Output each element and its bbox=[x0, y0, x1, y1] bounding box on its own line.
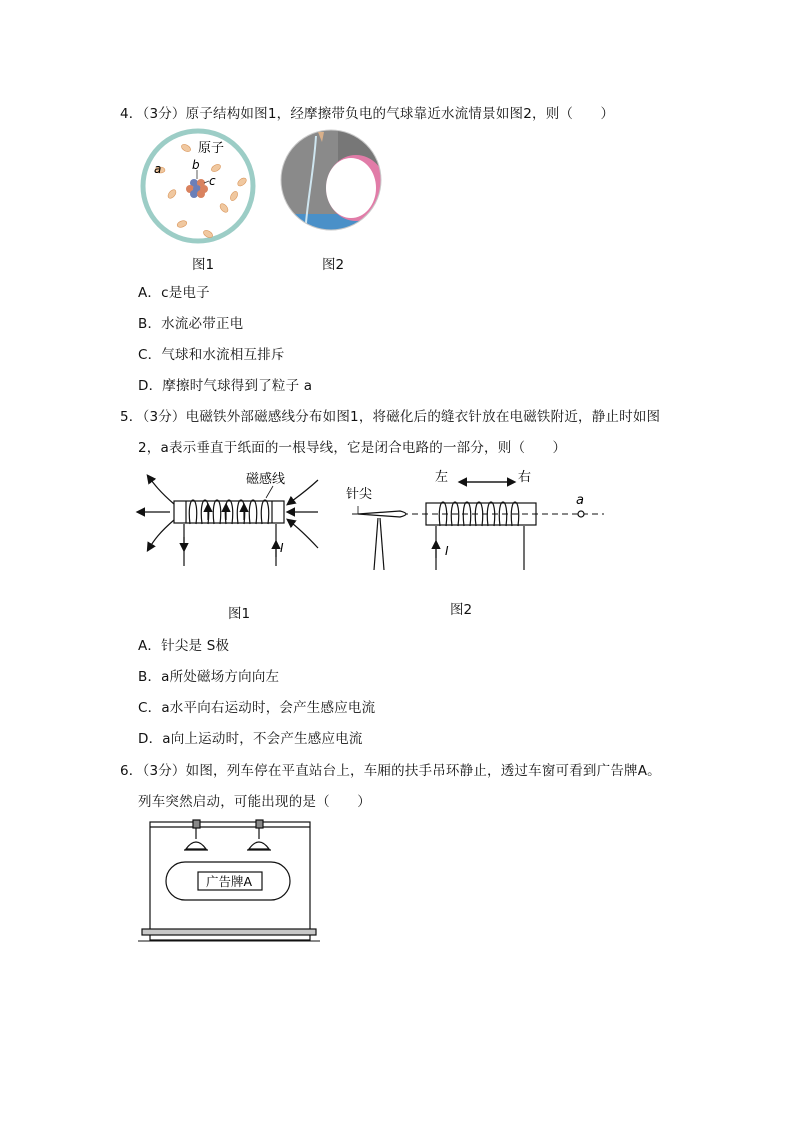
atom-label: 原子 bbox=[198, 141, 225, 156]
label-c: c bbox=[209, 174, 216, 188]
q4-fig2-caption: 图2 bbox=[322, 257, 345, 273]
q6-stem-line2: 列车突然启动，可能出现的是（ ） bbox=[138, 794, 371, 810]
q5-figures bbox=[130, 462, 610, 582]
q4-figures bbox=[138, 128, 388, 248]
fig2-current-label: I bbox=[445, 544, 449, 558]
label-a: a bbox=[154, 162, 162, 176]
q4-option-b[interactable]: B．水流必带正电 bbox=[138, 316, 244, 332]
q5-option-b[interactable]: B．a所处磁场方向向左 bbox=[138, 669, 280, 685]
q4-stem: 4．（3分）原子结构如图1，经摩擦带负电的气球靠近水流情景如图2，则（ ） bbox=[120, 106, 615, 122]
q6-figure bbox=[138, 815, 323, 955]
right-label: 右 bbox=[518, 470, 532, 485]
q4-option-a[interactable]: A．c是电子 bbox=[138, 285, 210, 301]
q5-fig2-caption: 图2 bbox=[450, 602, 473, 618]
electromagnet-diagram bbox=[138, 476, 318, 566]
label-b: b bbox=[192, 158, 200, 172]
balloon-photo bbox=[278, 128, 388, 238]
q6-stem-line1: 6．（3分）如图，列车停在平直站台上，车厢的扶手吊环静止，透过车窗可看到广告牌A。 bbox=[120, 763, 661, 779]
atom-diagram bbox=[143, 131, 253, 241]
billboard-label: 广告牌A bbox=[206, 874, 253, 889]
needle-coil-diagram bbox=[352, 482, 604, 570]
needle-tip-label: 针尖 bbox=[346, 487, 373, 502]
fig1-current-label: I bbox=[280, 541, 284, 555]
q5-stem-line1: 5．（3分）电磁铁外部磁感线分布如图1，将磁化后的缝衣针放在电磁铁附近，静止时如图 bbox=[120, 409, 661, 425]
wire-a-label: a bbox=[576, 493, 584, 508]
q5-option-c[interactable]: C．a水平向右运动时，会产生感应电流 bbox=[138, 700, 376, 716]
left-label: 左 bbox=[435, 470, 449, 485]
q5-option-a[interactable]: A．针尖是 S极 bbox=[138, 638, 230, 654]
q4-option-c[interactable]: C．气球和水流相互排斥 bbox=[138, 347, 285, 363]
q5-option-d[interactable]: D．a向上运动时，不会产生感应电流 bbox=[138, 731, 363, 747]
q4-fig1-caption: 图1 bbox=[192, 257, 215, 273]
q5-fig1-caption: 图1 bbox=[228, 606, 251, 622]
q4-option-d[interactable]: D．摩擦时气球得到了粒子 a bbox=[138, 378, 313, 394]
field-line-label: 磁感线 bbox=[246, 472, 286, 487]
q5-stem-line2: 2，a表示垂直于纸面的一根导线，它是闭合电路的一部分，则（ ） bbox=[138, 440, 567, 456]
